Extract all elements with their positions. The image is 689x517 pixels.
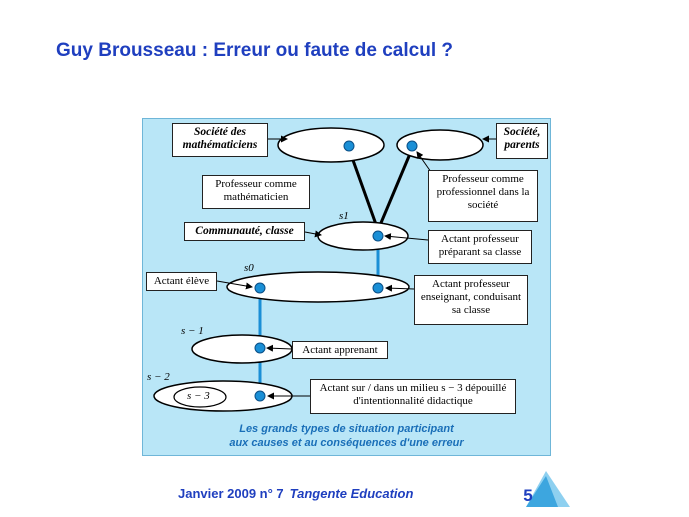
box-actant-apprenant: Actant apprenant [292, 341, 388, 359]
diagram-caption [142, 422, 551, 450]
footer-brand: Tangente Education [289, 486, 414, 501]
box-actant-milieu: Actant sur / dans un milieu s − 3 dépouillé d'intentionnalité didactique [310, 379, 516, 414]
level-label-s0: s0 [244, 262, 254, 274]
footer [178, 486, 413, 501]
box-actant-professeur-enseignant: Actant professeur enseignant, conduisant sa classe [414, 275, 528, 325]
link-parents-s1 [378, 149, 412, 230]
box-societe-mathematiciens: Société des mathématiciens [172, 123, 268, 157]
ellipse-societe-maths [278, 128, 384, 162]
box-professeur-professionnel: Professeur comme professionnel dans la société [428, 170, 538, 222]
node-societe-maths [344, 141, 354, 151]
caption-line-2: aux causes et au conséquences d'une erreur [229, 437, 464, 449]
node-s0-prof [373, 283, 383, 293]
node-s-2 [255, 391, 265, 401]
box-societe-parents: Société, parents [496, 123, 548, 159]
node-s1 [373, 231, 383, 241]
box-actant-professeur-preparant: Actant professeur préparant sa classe [428, 230, 532, 264]
level-label-s1: s1 [339, 210, 349, 222]
box-communaute-classe: Communauté, classe [184, 222, 305, 241]
node-s0-eleve [255, 283, 265, 293]
ellipse-s-1 [192, 335, 292, 363]
ellipse-s1 [318, 222, 408, 250]
node-societe-parents [407, 141, 417, 151]
level-label-s-minus-2: s − 2 [147, 371, 170, 383]
box-actant-eleve: Actant élève [146, 272, 217, 291]
level-label-s-minus-3: s − 3 [187, 390, 210, 402]
node-s-1 [255, 343, 265, 353]
footer-date: Janvier 2009 n° 7 [178, 486, 284, 501]
level-label-s-minus-1: s − 1 [181, 325, 204, 337]
slide-title: Guy Brousseau : Erreur ou faute de calcul ? [56, 40, 453, 61]
caption-line-1: Les grands types de situation participant [239, 423, 454, 435]
box-professeur-mathematicien: Professeur comme mathématicien [202, 175, 310, 209]
page-number: 5 [523, 486, 533, 505]
